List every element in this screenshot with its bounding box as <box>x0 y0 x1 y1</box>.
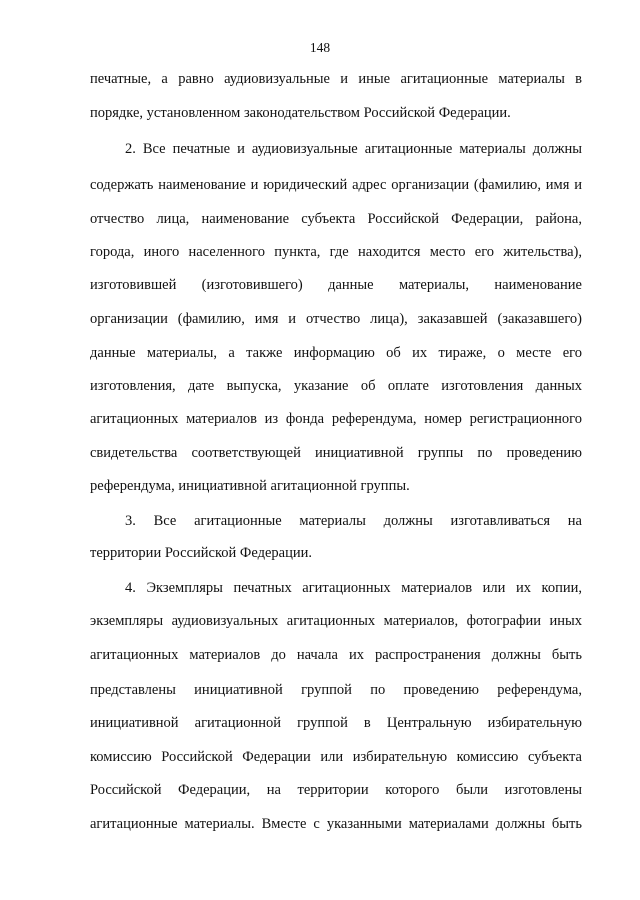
text-line: изготовившей (изготовившего) данные материалы, наименование <box>90 277 582 293</box>
text-line: печатные, а равно аудиовизуальные и иные агитационные материалы в <box>90 71 582 87</box>
paragraph-first-line: 2. Все печатные и аудиовизуальные агитационные материалы должны <box>125 141 582 157</box>
text-line: данные материалы, а также информацию об их тираже, о месте его <box>90 345 582 361</box>
text-line: территории Российской Федерации. <box>90 545 313 561</box>
text-line: организации (фамилию, имя и отчество лица), заказавшей (заказавшего) <box>90 311 582 327</box>
text-line: экземпляры аудиовизуальных агитационных материалов, фотографии иных <box>90 613 582 629</box>
text-line: референдума, инициативной агитационной группы. <box>90 478 410 494</box>
text-line: агитационные материалы. Вместе с указанными материалами должны быть <box>90 816 582 832</box>
text-line: содержать наименование и юридический адрес организации (фамилию, имя и <box>90 177 582 193</box>
text-line: инициативной агитационной группой в Центральную избирательную <box>90 715 582 731</box>
text-line: порядке, установленном законодательством Российской Федерации. <box>90 105 511 121</box>
paragraph-first-line: 3. Все агитационные материалы должны изготавливаться на <box>125 513 582 529</box>
text-line: свидетельства соответствующей инициативной группы по проведению <box>90 445 582 461</box>
text-line: агитационных материалов из фонда референдума, номер регистрационного <box>90 411 582 427</box>
text-line: комиссию Российской Федерации или избирательную комиссию субъекта <box>90 749 582 765</box>
text-line: отчество лица, наименование субъекта Российской Федерации, района, <box>90 211 582 227</box>
paragraph-first-line: 4. Экземпляры печатных агитационных материалов или их копии, <box>125 580 582 596</box>
page-number: 148 <box>309 40 331 55</box>
text-line: агитационных материалов до начала их распространения должны быть <box>90 647 582 663</box>
text-line: города, иного населенного пункта, где находится место его жительства), <box>90 244 582 260</box>
text-line: изготовления, дате выпуска, указание об оплате изготовления данных <box>90 378 582 394</box>
text-line: Российской Федерации, на территории которого были изготовлены <box>90 782 582 798</box>
text-line: представлены инициативной группой по проведению референдума, <box>90 682 582 698</box>
